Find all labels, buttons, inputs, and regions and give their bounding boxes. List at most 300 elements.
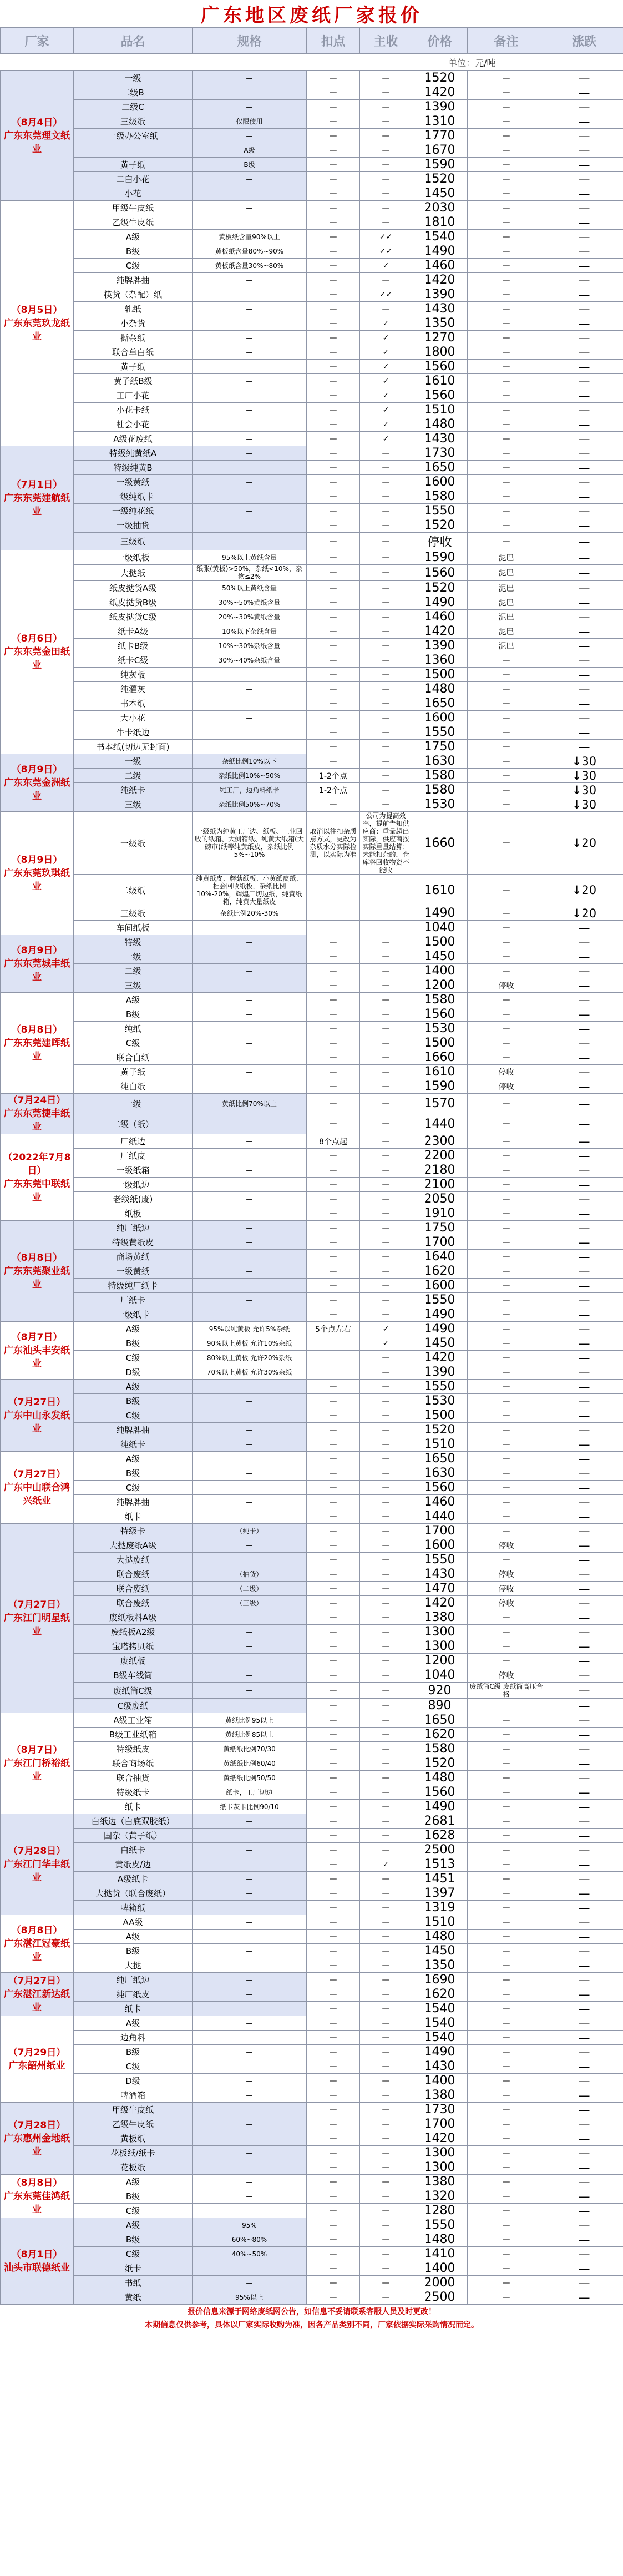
spec: —: [193, 921, 307, 935]
change: —: [545, 1050, 623, 1065]
spec: —: [193, 1829, 307, 1843]
product-name: 大挞纸: [74, 565, 193, 581]
main-collect: —: [360, 1178, 412, 1192]
change: —: [545, 1973, 623, 1987]
deduction: —: [307, 2031, 360, 2045]
main-collect: —: [360, 85, 412, 100]
deduction: —: [307, 489, 360, 504]
deduction: —: [307, 1050, 360, 1065]
product-name: 纸皮挞货C级: [74, 610, 193, 624]
price: 1510: [412, 1437, 468, 1452]
spec: —: [193, 668, 307, 682]
price: 1560: [412, 1007, 468, 1022]
price: 停收: [412, 533, 468, 550]
main-collect: ✓: [360, 316, 412, 331]
price: 1451: [412, 1872, 468, 1886]
product-name: 车间纸板: [74, 921, 193, 935]
remark: —: [468, 1466, 545, 1481]
change: —: [545, 1872, 623, 1886]
spec: —: [193, 1857, 307, 1872]
change: —: [545, 595, 623, 610]
main-collect: —: [360, 2002, 412, 2016]
product-name: 黄纸皮/边: [74, 1857, 193, 1872]
change: —: [545, 1149, 623, 1163]
deduction: —: [307, 2247, 360, 2261]
table-row: [1, 935, 623, 949]
spec: —: [193, 1206, 307, 1221]
remark: —: [468, 417, 545, 432]
remark: —: [468, 682, 545, 696]
main-collect: 公司为提高效率，提前告知供应商：重量超出实际，供应商按实际重量结算；未能扣杂的，仓库将回收物资不能收: [360, 812, 412, 875]
change: —: [545, 1163, 623, 1178]
main-collect: —: [360, 1293, 412, 1307]
deduction: —: [307, 725, 360, 740]
deduction: —: [307, 1022, 360, 1036]
main-collect: —: [360, 1264, 412, 1279]
product-name: 纯灌灰: [74, 682, 193, 696]
deduction: —: [307, 2232, 360, 2247]
product-name: B级: [74, 1007, 193, 1022]
product-name: 纯灰板: [74, 668, 193, 682]
factory-cell: [1, 1134, 74, 1221]
product-name: A级: [74, 993, 193, 1007]
table-row: [1, 1380, 623, 1394]
change: —: [545, 2247, 623, 2261]
change: —: [545, 114, 623, 129]
spec: —: [193, 1625, 307, 1639]
table-row: [1, 2074, 623, 2088]
table-row: [1, 374, 623, 388]
deduction: [307, 1336, 360, 1351]
remark: —: [468, 1886, 545, 1901]
main-collect: ✓: [360, 1857, 412, 1872]
table-row: [1, 1408, 623, 1423]
deduction: —: [307, 1567, 360, 1582]
product-name: 书本纸(切边无封面): [74, 740, 193, 754]
table-row: [1, 1307, 623, 1322]
price: 1660: [412, 812, 468, 875]
deduction: —: [307, 2045, 360, 2059]
spec: 30%~50%黄纸含量: [193, 595, 307, 610]
deduction: [307, 875, 360, 906]
change: —: [545, 1452, 623, 1466]
product-name: B级: [74, 1394, 193, 1408]
spec: —: [193, 1192, 307, 1206]
table-row: [1, 1452, 623, 1466]
product-name: 啤箱纸: [74, 1901, 193, 1915]
remark: —: [468, 201, 545, 215]
main-collect: —: [360, 1699, 412, 1713]
factory-name: 广东中山永发纸业: [4, 1410, 70, 1435]
table-row: [1, 978, 623, 993]
price: 1610: [412, 374, 468, 388]
table-row: [1, 158, 623, 172]
remark: —: [468, 2045, 545, 2059]
table-row: [1, 875, 623, 906]
spec: 黄纸纸比例50/50: [193, 1771, 307, 1785]
spec: —: [193, 1423, 307, 1437]
change: —: [545, 1668, 623, 1683]
change: ↓30: [545, 797, 623, 812]
product-name: 纸板: [74, 1206, 193, 1221]
remark: —: [468, 2103, 545, 2117]
factory-date: （7月27日）: [8, 1468, 66, 1480]
remark: —: [468, 302, 545, 316]
table-row: [1, 287, 623, 302]
product-name: 废纸板料A级: [74, 1610, 193, 1625]
main-collect: —: [360, 2131, 412, 2146]
change: —: [545, 215, 623, 230]
remark: —: [468, 668, 545, 682]
price: 1380: [412, 2175, 468, 2189]
remark: —: [468, 1553, 545, 1567]
spec: —: [193, 1235, 307, 1250]
spec: 黄纸比例95以上: [193, 1713, 307, 1728]
main-collect: —: [360, 1481, 412, 1495]
product-name: 大挞废纸A级: [74, 1538, 193, 1553]
price: 1570: [412, 1094, 468, 1114]
table-row: [1, 1495, 623, 1509]
spec: 90%以上黄板 允许10%杂纸: [193, 1336, 307, 1351]
main-collect: —: [360, 2031, 412, 2045]
price: 1910: [412, 1206, 468, 1221]
table-row: [1, 812, 623, 875]
main-collect: —: [360, 1192, 412, 1206]
main-collect: —: [360, 1050, 412, 1065]
main-collect: —: [360, 2261, 412, 2276]
main-collect: —: [360, 1610, 412, 1625]
remark: —: [468, 2160, 545, 2175]
remark: —: [468, 2276, 545, 2290]
table-row: [1, 1742, 623, 1756]
spec: —: [193, 1553, 307, 1567]
deduction: —: [307, 1437, 360, 1452]
factory-date: （8月6日）: [11, 633, 63, 644]
factory-name: 广东湛江新达纸业: [4, 1988, 70, 2013]
spec: —: [193, 489, 307, 504]
spec: —: [193, 682, 307, 696]
deduction: —: [307, 1206, 360, 1221]
price: 1580: [412, 783, 468, 797]
main-collect: —: [360, 754, 412, 769]
main-collect: —: [360, 1509, 412, 1524]
price: 1490: [412, 2045, 468, 2059]
change: —: [545, 1394, 623, 1408]
table-row: [1, 518, 623, 533]
table-row: [1, 475, 623, 489]
main-collect: —: [360, 1466, 412, 1481]
table-row: [1, 581, 623, 595]
remark: —: [468, 1007, 545, 1022]
main-collect: ✓: [360, 417, 412, 432]
product-name: C级: [74, 2247, 193, 2261]
deduction: —: [307, 1639, 360, 1654]
price: 1350: [412, 316, 468, 331]
table-row: [1, 754, 623, 769]
deduction: —: [307, 653, 360, 668]
factory-name: 汕头市联德纸业: [4, 2262, 70, 2274]
factory-cell: [1, 935, 74, 993]
deduction: —: [307, 475, 360, 489]
spec: —: [193, 2160, 307, 2175]
spec: —: [193, 1973, 307, 1987]
main-collect: —: [360, 114, 412, 129]
spec: —: [193, 403, 307, 417]
price: 1520: [412, 518, 468, 533]
remark: —: [468, 1192, 545, 1206]
change: —: [545, 1756, 623, 1771]
remark: —: [468, 1206, 545, 1221]
price: 1400: [412, 964, 468, 978]
change: —: [545, 668, 623, 682]
remark: 停收: [468, 1538, 545, 1553]
product-name: C级: [74, 2059, 193, 2074]
column-header: 价格: [412, 28, 468, 54]
remark: —: [468, 1728, 545, 1742]
spec: —: [193, 2261, 307, 2276]
column-header: 厂家: [1, 28, 74, 54]
main-collect: —: [360, 2218, 412, 2232]
deduction: —: [307, 71, 360, 85]
change: —: [545, 2290, 623, 2305]
spec: —: [193, 417, 307, 432]
change: —: [545, 201, 623, 215]
page-title: 广东地区废纸厂家报价: [201, 4, 423, 27]
deduction: —: [307, 1582, 360, 1596]
factory-cell: [1, 1380, 74, 1452]
spec: —: [193, 461, 307, 475]
remark: —: [468, 1930, 545, 1944]
deduction: —: [307, 639, 360, 653]
deduction: —: [307, 2103, 360, 2117]
product-name: 花板纸: [74, 2160, 193, 2175]
price: 1420: [412, 273, 468, 287]
main-collect: —: [360, 1901, 412, 1915]
change: ↓20: [545, 875, 623, 906]
spec: —: [193, 172, 307, 186]
deduction: —: [307, 1495, 360, 1509]
deduction: —: [307, 1114, 360, 1134]
factory-cell: [1, 1221, 74, 1322]
spec: 95%: [193, 2218, 307, 2232]
table-row: [1, 2031, 623, 2045]
main-collect: —: [360, 1596, 412, 1610]
change: —: [545, 2074, 623, 2088]
change: —: [545, 935, 623, 949]
remark: 废纸筒C级 废纸筒高压合格: [468, 1683, 545, 1699]
deduction: —: [307, 1163, 360, 1178]
remark: —: [468, 1713, 545, 1728]
main-collect: —: [360, 1625, 412, 1639]
table-row: [1, 2016, 623, 2031]
remark: —: [468, 1423, 545, 1437]
main-collect: ✓: [360, 1322, 412, 1336]
price: 1380: [412, 2088, 468, 2103]
remark: —: [468, 2074, 545, 2088]
remark: —: [468, 1625, 545, 1639]
main-collect: —: [360, 1582, 412, 1596]
change: —: [545, 2189, 623, 2204]
product-name: 联合白纸: [74, 1050, 193, 1065]
main-collect: —: [360, 446, 412, 461]
remark: —: [468, 2016, 545, 2031]
main-collect: ✓: [360, 432, 412, 446]
product-name: B级: [74, 1944, 193, 1958]
main-collect: —: [360, 696, 412, 711]
spec: 30%~40%杂纸含量: [193, 653, 307, 668]
deduction: —: [307, 1221, 360, 1235]
spec: —: [193, 949, 307, 964]
price: 1700: [412, 1235, 468, 1250]
price: 1420: [412, 2131, 468, 2146]
factory-cell: [1, 1973, 74, 2016]
column-header: 规格: [193, 28, 307, 54]
main-collect: —: [360, 624, 412, 639]
spec: —: [193, 1007, 307, 1022]
remark: —: [468, 906, 545, 921]
spec: —: [193, 1639, 307, 1654]
table-row: [1, 1036, 623, 1050]
deduction: —: [307, 1408, 360, 1423]
spec: —: [193, 1930, 307, 1944]
product-name: 一级纸板: [74, 550, 193, 565]
remark: —: [468, 2189, 545, 2204]
table-row: [1, 906, 623, 921]
price: 1600: [412, 711, 468, 725]
change: —: [545, 1437, 623, 1452]
deduction: —: [307, 1814, 360, 1829]
price: 920: [412, 1683, 468, 1699]
spec: —: [193, 1668, 307, 1683]
change: —: [545, 1886, 623, 1901]
main-collect: ✓✓: [360, 230, 412, 244]
factory-date: （8月4日）: [11, 117, 63, 128]
remark: —: [468, 1050, 545, 1065]
table-row: [1, 2002, 623, 2016]
spec: —: [193, 1699, 307, 1713]
main-collect: —: [360, 1307, 412, 1322]
deduction: —: [307, 1785, 360, 1800]
product-name: 国杂（黄子纸）: [74, 1829, 193, 1843]
change: —: [545, 565, 623, 581]
price: 1500: [412, 1408, 468, 1423]
remark: [468, 1699, 545, 1713]
product-name: B级: [74, 2232, 193, 2247]
price: 1500: [412, 668, 468, 682]
spec: —: [193, 2088, 307, 2103]
deduction: —: [307, 1094, 360, 1114]
remark: —: [468, 215, 545, 230]
remark: —: [468, 1307, 545, 1322]
change: —: [545, 2045, 623, 2059]
price: 1610: [412, 1065, 468, 1079]
table-row: [1, 1050, 623, 1065]
price: 1640: [412, 1250, 468, 1264]
spec: 黄板纸含量80%~90%: [193, 244, 307, 259]
change: —: [545, 550, 623, 565]
deduction: —: [307, 2160, 360, 2175]
deduction: —: [307, 1756, 360, 1771]
table-row: [1, 2218, 623, 2232]
deduction: —: [307, 432, 360, 446]
price: 1300: [412, 1625, 468, 1639]
remark: 停收: [468, 1582, 545, 1596]
product-name: 二级（纸）: [74, 1114, 193, 1134]
table-row: [1, 2247, 623, 2261]
deduction: —: [307, 2131, 360, 2146]
price: 1310: [412, 114, 468, 129]
main-collect: —: [360, 1524, 412, 1538]
main-collect: —: [360, 2146, 412, 2160]
price: 1550: [412, 725, 468, 740]
product-name: 牛卡纸边: [74, 725, 193, 740]
spec: 杂纸比例10%~50%: [193, 769, 307, 783]
deduction: —: [307, 287, 360, 302]
footer-row: [1, 2318, 623, 2331]
spec: 一级纸为纯黄工厂边、纸板、工业回收的纸箱、大侧箱纸、纯黄大纸箱(大磅市)纸等纯黄纸皮，杂纸比例5%~10%: [193, 812, 307, 875]
product-name: 小杂货: [74, 316, 193, 331]
deduction: —: [307, 2261, 360, 2276]
product-name: 特级纯黄纸A: [74, 446, 193, 461]
product-name: B级车线筒: [74, 1668, 193, 1683]
product-name: 特级卡: [74, 1524, 193, 1538]
table-row: [1, 1351, 623, 1365]
price: 1400: [412, 2261, 468, 2276]
spec: —: [193, 2189, 307, 2204]
table-row: [1, 1771, 623, 1785]
deduction: —: [307, 754, 360, 769]
change: —: [545, 624, 623, 639]
spec: 黄板纸含量90%以上: [193, 230, 307, 244]
price: 1550: [412, 2218, 468, 2232]
deduction: —: [307, 1668, 360, 1683]
price: 1200: [412, 1654, 468, 1668]
price: 1580: [412, 489, 468, 504]
spec: —: [193, 2131, 307, 2146]
product-name: 三级: [74, 797, 193, 812]
price: 1319: [412, 1901, 468, 1915]
change: —: [545, 273, 623, 287]
deduction: —: [307, 1987, 360, 2002]
product-name: 二级纸: [74, 875, 193, 906]
table-row: [1, 1713, 623, 1728]
main-collect: —: [360, 2247, 412, 2261]
spec: —: [193, 1915, 307, 1930]
price: 1460: [412, 259, 468, 273]
remark: —: [468, 1149, 545, 1163]
spec: 纸卡灰卡比例90/10: [193, 1800, 307, 1814]
factory-name: 广东东莞建晖纸业: [4, 1037, 70, 1062]
product-name: A级: [74, 2016, 193, 2031]
price: 1280: [412, 2204, 468, 2218]
table-row: [1, 1163, 623, 1178]
change: —: [545, 1481, 623, 1495]
spec: 黄纸纸比例60/40: [193, 1756, 307, 1771]
spec: —: [193, 2146, 307, 2160]
deduction: —: [307, 143, 360, 158]
spec: 95%以上: [193, 2290, 307, 2305]
main-collect: —: [360, 1829, 412, 1843]
spec: —: [193, 388, 307, 403]
change: —: [545, 653, 623, 668]
factory-date: （8月9日）: [11, 944, 63, 956]
deduction: —: [307, 550, 360, 565]
change: —: [545, 1843, 623, 1857]
remark: —: [468, 1134, 545, 1149]
remark: —: [468, 949, 545, 964]
product-name: 废纸板: [74, 1654, 193, 1668]
spec: —: [193, 1872, 307, 1886]
